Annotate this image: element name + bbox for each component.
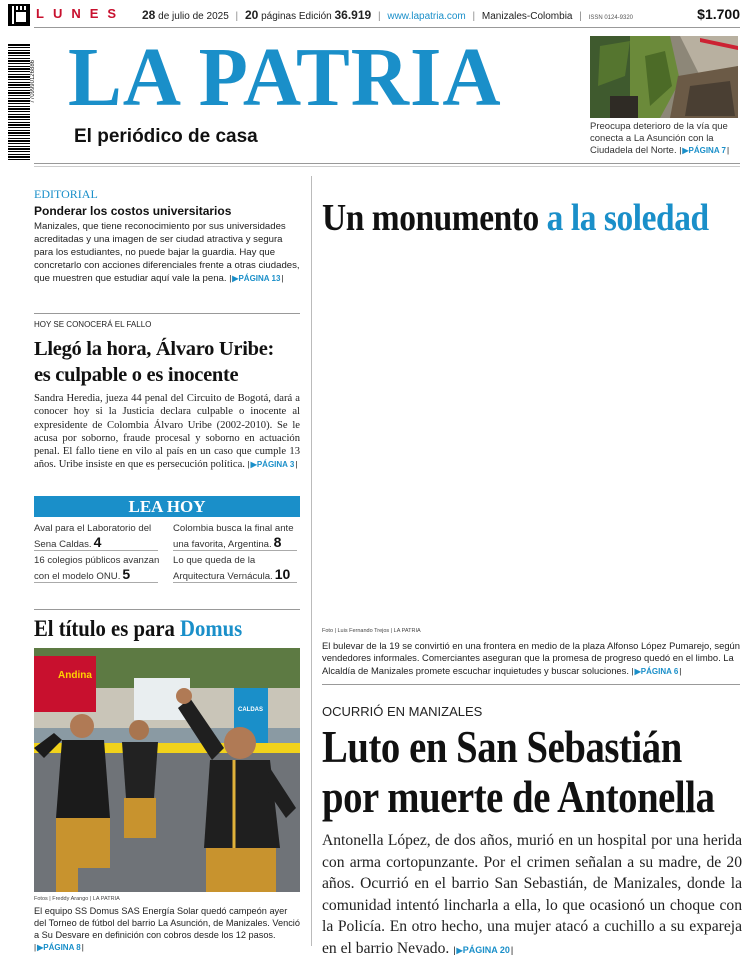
editorial-body [34, 220, 300, 285]
divider-editorial [34, 313, 300, 314]
editorial-title[interactable]: Ponderar los costos universitarios [34, 204, 232, 218]
domus-caption [34, 905, 302, 954]
uribe-headline[interactable] [34, 336, 304, 388]
luto-page-label: PÁGINA 20 [462, 944, 510, 955]
monument-headline[interactable] [322, 196, 709, 240]
website-link[interactable]: www.lapatria.com [387, 11, 466, 22]
divider-monument [322, 684, 740, 685]
pages-label: páginas [261, 11, 297, 22]
masthead-slogan: El periódico de casa [74, 126, 258, 147]
teaser-page-label: PÁGINA 7 [688, 146, 726, 155]
lea-hoy-item[interactable] [34, 523, 162, 551]
pages-count: 20 [244, 8, 259, 22]
masthead-logo[interactable]: LA PATRIA [68, 31, 502, 124]
uribe-headline-line1: Llegó la hora, Álvaro Uribe: [34, 338, 275, 360]
monument-caption-text: El bulevar de la 19 se convirtió en una frontera en medio de la plaza Alfonso López Pumarejo, según vendedores informales. Comerciantes aseguran que la promesa de progreso quedó en el limbo. La Alcaldía de Manizales promete escuchar inquietudes y buscar soluciones. [322, 640, 740, 676]
top-divider [34, 27, 740, 28]
masthead-divider-secondary [34, 166, 740, 167]
monument-photo-credit: Foto | Luis Fernando Trejos | LA PATRIA [322, 628, 421, 634]
domus-headline[interactable] [34, 616, 242, 642]
uribe-body [34, 392, 300, 472]
teaser-photo[interactable] [590, 36, 738, 118]
city: Manizales-Colombia [481, 11, 573, 22]
weekday: LUNES [36, 6, 126, 21]
column-divider [311, 176, 312, 946]
teaser-caption-text: Preocupa deterioro de la vía que conecta a La Asunción con la Ciudadela del Norte. [590, 121, 728, 156]
editorial-kicker: EDITORIAL [34, 187, 98, 201]
date-rest: de julio de 2025 [158, 11, 229, 22]
lea-hoy-item-page: 4 [93, 533, 102, 550]
lea-hoy-header: LEA HOY [34, 496, 300, 517]
luto-page-ref[interactable]: | ▶PÁGINA 20 | [453, 945, 513, 955]
lea-hoy-divider [173, 582, 297, 583]
monument-headline-prefix: Un monumento [322, 197, 539, 239]
lea-hoy-divider [173, 550, 297, 551]
domus-photo-credit: Fotos | Freddy Arango | LA PATRIA [34, 896, 120, 902]
uribe-kicker: HOY SE CONOCERÁ EL FALLO [34, 320, 152, 329]
lea-hoy-item[interactable] [173, 555, 301, 583]
monument-headline-highlight: a la soledad [546, 197, 709, 239]
domus-headline-prefix: El título es para [34, 616, 175, 641]
price: $1.700 [697, 6, 740, 22]
barcode [8, 44, 30, 160]
lea-hoy-item-page: 8 [273, 533, 282, 550]
barcode-number: 7709990126886 [30, 60, 36, 104]
lea-hoy-item-page: 10 [274, 565, 291, 582]
editorial-body-text: Manizales, que tiene reconocimiento por sus universidades acreditadas y una imagen de ser ciudad atractiva y segura para los estudiantes, no puede bajar la guardia. Hay que concretarlo con acciones diferenciales frente a otras ciudades, que muestren que estudiar aquí vale la pena. [34, 221, 300, 285]
lea-hoy-item-text: Aval para el Laboratorio del Sena Caldas. [34, 523, 152, 550]
date-day: 28 [142, 8, 156, 22]
domus-banner-left: Andina [58, 670, 92, 681]
divider-lea-hoy [34, 609, 300, 610]
uribe-page-label: PÁGINA 3 [256, 460, 295, 470]
monument-caption [322, 640, 740, 678]
lea-hoy-divider [34, 582, 158, 583]
domus-page-ref[interactable]: | ▶PÁGINA 8 | [34, 943, 84, 952]
editorial-page-ref[interactable]: | ▶PÁGINA 13 | [229, 274, 283, 283]
lea-hoy-item-text: Colombia busca la final ante una favorita, Argentina. [173, 523, 294, 550]
domus-headline-highlight: Domus [180, 616, 243, 641]
teaser-page-ref[interactable]: | ▶PÁGINA 7 | [679, 146, 729, 155]
domus-caption-text: El equipo SS Domus SAS Energía Solar quedó campeón ayer del Torneo de fútbol del barrio La Asunción, de Manizales. Venció a Su Desvare en definición con cobros desde los 12 pasos. [34, 906, 300, 940]
luto-kicker: OCURRIÓ EN MANIZALES [322, 704, 483, 719]
uribe-page-ref[interactable]: | ▶PÁGINA 3 | [248, 460, 298, 469]
teaser-caption [590, 121, 740, 157]
luto-headline[interactable] [322, 722, 715, 822]
uribe-headline-line2: es culpable o es inocente [34, 364, 239, 386]
domus-photo[interactable] [34, 648, 300, 892]
monument-page-ref[interactable]: | ▶PÁGINA 6 | [632, 667, 682, 676]
domus-page-label: PÁGINA 8 [43, 943, 81, 952]
lea-hoy-item-page: 5 [122, 565, 131, 582]
qr-code [8, 4, 30, 26]
luto-headline-line1: Luto en San Sebastián [322, 722, 682, 772]
lea-hoy-divider [34, 550, 158, 551]
edition-label: Edición [298, 11, 332, 22]
editorial-page-label: PÁGINA 13 [238, 274, 281, 284]
luto-body-text: Antonella López, de dos años, murió en un hospital por una herida con arma cortopunzante. Por el crimen señalan a su madre, de 20 años. Ocurrió en el barrio San Sebastián, de Manizales, donde la comunidad intentó lincharla a ella, lo que ocasionó un choque con la Policía. En otro hecho, una mujer atacó a cuchillo a su expareja en el barrio Nevado. [322, 832, 742, 957]
uribe-body-text: Sandra Heredia, jueza 44 penal del Circuito de Bogotá, dará a conocer hoy si la Justicia declara culpable o inocente al expresidente de Colombia Álvaro Uribe (2002-2010). Se le acusa por soborno, fraude procesal y soborno en actuación penal. El fallo tiene en vilo al país en un caso que cumple 13 años. Uribe insiste en que es persecución política. [34, 393, 300, 471]
dateline: 28 de julio de 2025 | 20 páginas Edición 36.919 | www.lapatria.com | Manizales-Colombia | ISSN 0124-9320 [142, 8, 634, 22]
lea-hoy-item[interactable] [34, 555, 162, 583]
issn: ISSN 0124-9320 [588, 15, 634, 21]
lea-hoy-item-text: 16 colegios públicos avanzan con el modelo ONU. [34, 555, 160, 582]
monument-photo[interactable] [322, 190, 738, 623]
monument-page-label: PÁGINA 6 [640, 666, 679, 676]
domus-banner-right: CALDAS [238, 707, 263, 713]
masthead-divider [34, 163, 740, 164]
luto-headline-line2: por muerte de Antonella [322, 772, 715, 822]
lea-hoy-item-text: Lo que queda de la Arquitectura Vernácula. [173, 555, 273, 582]
lea-hoy-item[interactable] [173, 523, 301, 551]
edition-number: 36.919 [334, 8, 372, 22]
luto-body [322, 830, 742, 957]
